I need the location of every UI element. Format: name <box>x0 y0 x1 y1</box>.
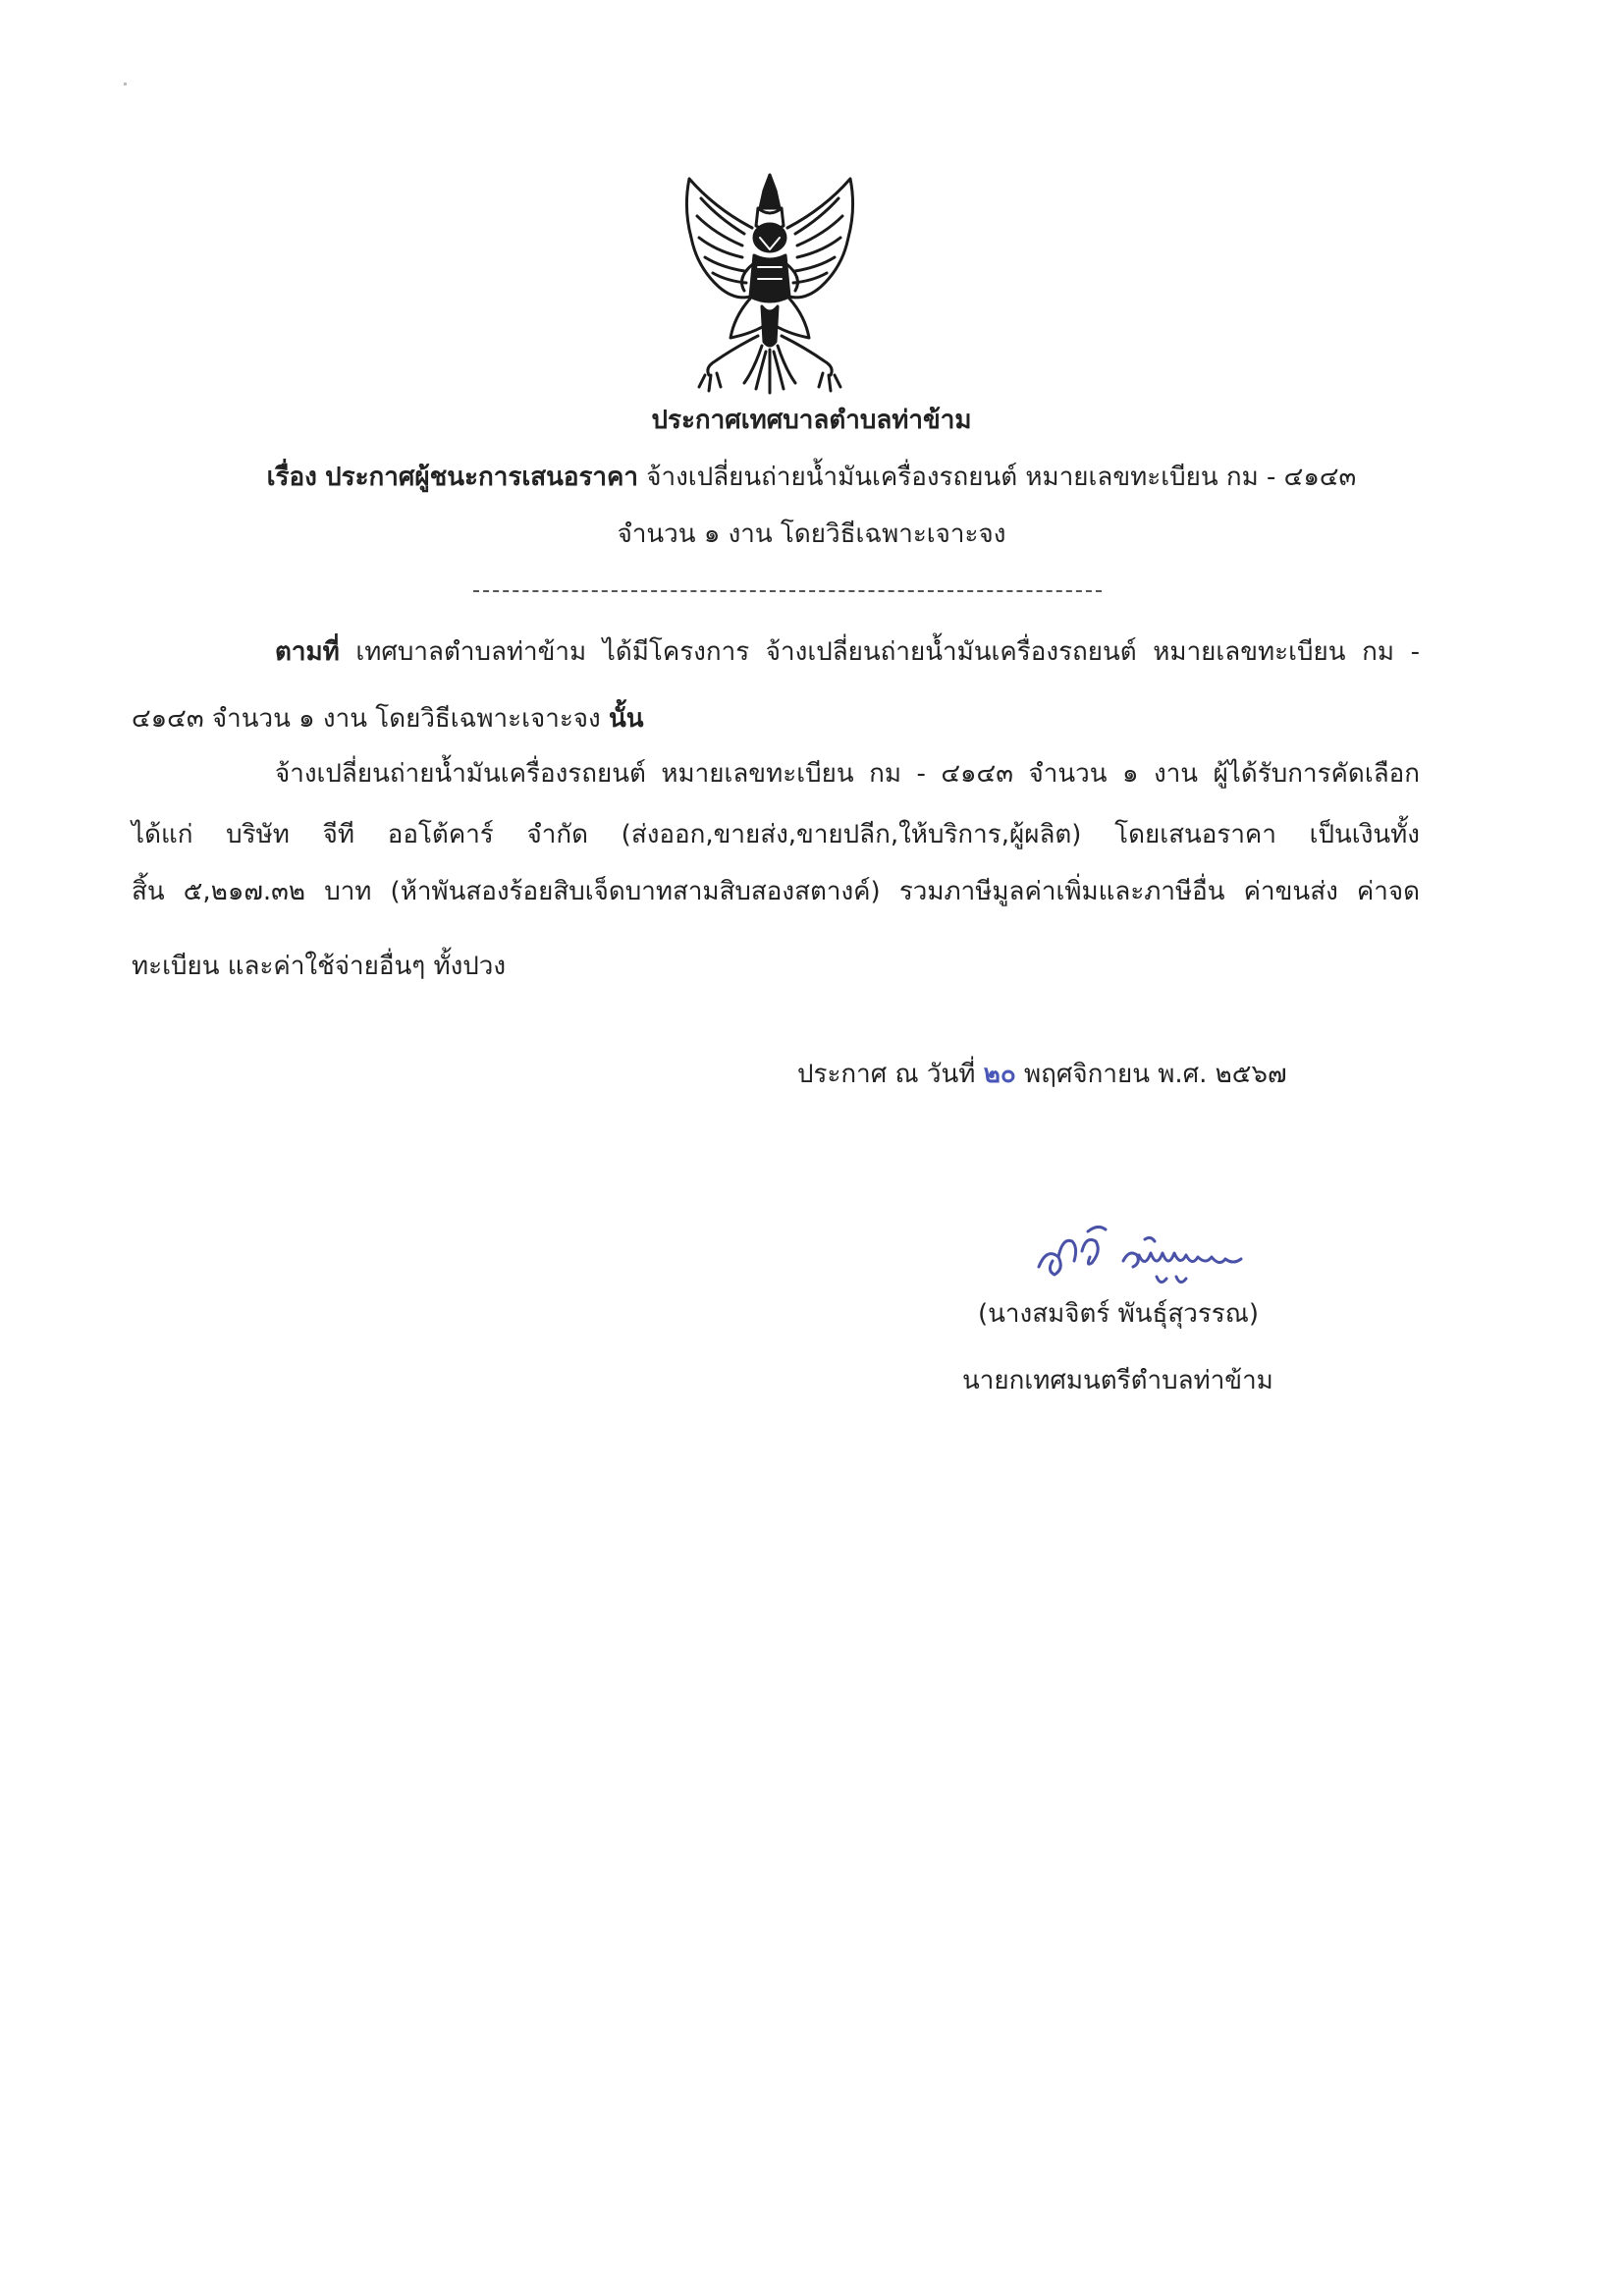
para2-line-3: สิ้น ๕,๒๑๗.๓๒ บาท (ห้าพันสองร้อยสิบเจ็ดบาทสามสิบสองสตางค์) รวมภาษีมูลค่าเพิ่มและภาษีอื่น ค่าขนส่ง ค่าจด <box>132 877 1420 906</box>
para1-line-2-text: ๔๑๔๓ จำนวน ๑ งาน โดยวิธีเฉพาะเจาะจง <box>132 704 601 734</box>
subject-label: เรื่อง <box>266 463 317 492</box>
garuda-emblem-icon <box>676 169 864 397</box>
signatory-position: นายกเทศมนตรีตำบลท่าข้าม <box>962 1366 1273 1395</box>
para1-line-1-text: เทศบาลตำบลท่าข้าม ได้มีโครงการ จ้างเปลี่ยนถ่ายน้ำมันเครื่องรถยนต์ หมายเลขทะเบียน กม - <box>355 637 1421 667</box>
para2-line-4: ทะเบียน และค่าใช้จ่ายอื่นๆ ทั้งปวง <box>132 952 507 981</box>
para1-line-2-end: นั้น <box>608 704 644 734</box>
subject-bold: ประกาศผู้ชนะการเสนอราคา <box>325 463 639 492</box>
announcement-month-year: พฤศจิกายน พ.ศ. ๒๕๖๗ <box>1024 1060 1287 1089</box>
para2-line-2: ได้แก่ บริษัท จีที ออโต้คาร์ จำกัด (ส่งออก,ขายส่ง,ขายปลีก,ให้บริการ,ผู้ผลิต) โดยเสนอราคา เป็นเงินทั้ง <box>132 820 1420 849</box>
announcement-day: ๒๐ <box>983 1060 1016 1089</box>
signatory-name: (นางสมจิตร์ พันธุ์สุวรรณ) <box>978 1299 1260 1329</box>
scan-speck <box>124 82 127 85</box>
subject-line-2: จำนวน ๑ งาน โดยวิธีเฉพาะเจาะจง <box>617 519 1006 549</box>
separator-dashed-line <box>473 590 1102 592</box>
handwritten-signature <box>1029 1218 1265 1294</box>
subject-line-1 <box>0 460 1623 495</box>
announcement-date <box>797 1057 1287 1092</box>
para1-line-2 <box>132 701 644 737</box>
para2-line-1: จ้างเปลี่ยนถ่ายน้ำมันเครื่องรถยนต์ หมายเลขทะเบียน กม - ๔๑๔๓ จำนวน ๑ งาน ผู้ได้รับการคัดเลือก <box>275 759 1420 789</box>
announcement-prefix: ประกาศ ณ วันที่ <box>797 1060 976 1089</box>
page-title: ประกาศเทศบาลตำบลท่าข้าม <box>651 406 972 435</box>
para1-line-1 <box>275 634 1420 670</box>
para1-lead: ตามที่ <box>275 637 340 667</box>
subject-rest: จ้างเปลี่ยนถ่ายน้ำมันเครื่องรถยนต์ หมายเลขทะเบียน กม - ๔๑๔๓ <box>646 463 1357 492</box>
